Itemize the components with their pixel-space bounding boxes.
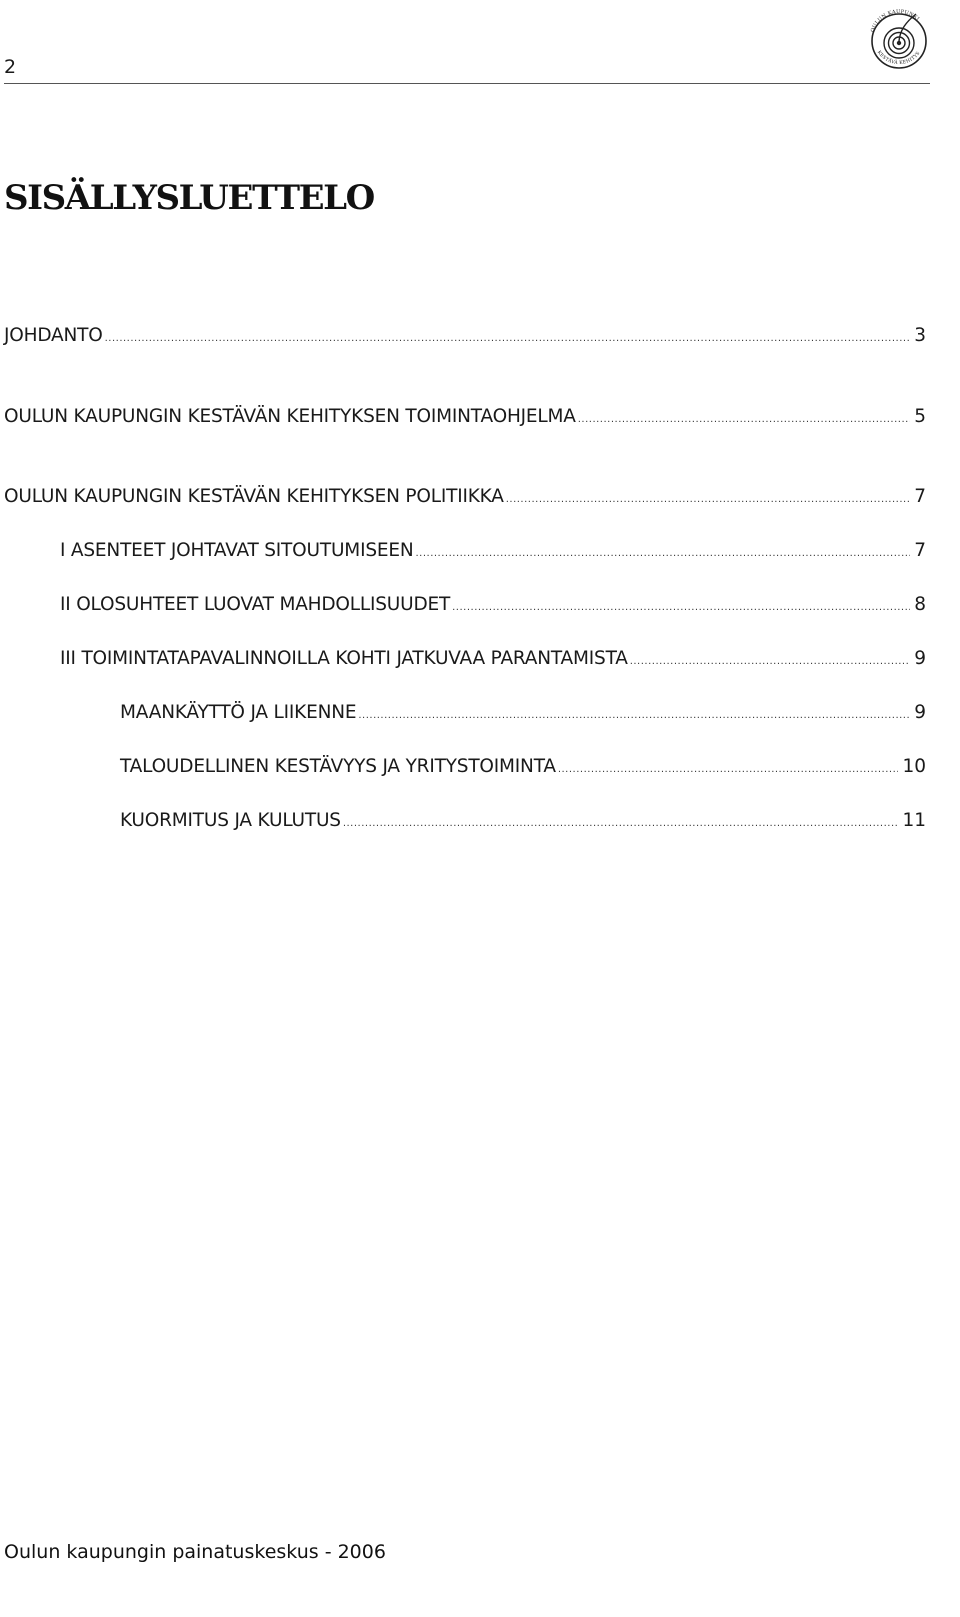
logo-text-bottom: KESTÄVÄ KEHITYS (875, 50, 922, 67)
toc-entry (120, 809, 926, 836)
toc-entry (4, 405, 926, 432)
toc-entry-label: TALOUDELLINEN KESTÄVYYS JA YRITYSTOIMINTA (120, 756, 556, 777)
svg-text:OULUN KAUPUNKI (870, 9, 920, 33)
toc-entry (60, 593, 926, 620)
toc-entry-label: OULUN KAUPUNGIN KESTÄVÄN KEHITYKSEN POLITIIKKA (4, 486, 504, 507)
toc-entry-page: 10 (902, 756, 926, 777)
toc-leader-dots (343, 812, 899, 836)
toc-entry-label: II OLOSUHTEET LUOVAT MAHDOLLISUUDET (60, 594, 451, 615)
toc-entry-label: OULUN KAUPUNGIN KESTÄVÄN KEHITYKSEN TOIMINTAOHJELMA (4, 406, 576, 427)
toc-entry-label: JOHDANTO (4, 325, 103, 346)
page-number: 2 (4, 56, 17, 78)
footer-text: Oulun kaupungin painatuskeskus - 2006 (4, 1541, 386, 1563)
header-divider (4, 83, 930, 84)
toc-entry (4, 485, 926, 512)
toc-entry-page: 9 (914, 648, 926, 669)
toc-entry (60, 539, 926, 566)
toc-leader-dots (558, 758, 899, 782)
toc-entry-label: MAANKÄYTTÖ JA LIIKENNE (120, 702, 357, 723)
toc-entry-page: 7 (914, 540, 926, 561)
page-title: SISÄLLYSLUETTELO (4, 178, 374, 218)
toc-entry-label: III TOIMINTATAPAVALINNOILLA KOHTI JATKUVAA PARANTAMISTA (60, 648, 628, 669)
toc-entry (60, 647, 926, 674)
logo-text-top: OULUN KAUPUNKI (869, 8, 921, 34)
toc-entry (4, 324, 926, 351)
toc-entry-label: KUORMITUS JA KULUTUS (120, 810, 341, 831)
toc-entry-page: 3 (914, 325, 926, 346)
toc-entry-page: 8 (914, 594, 926, 615)
oulu-sustainable-development-logo (866, 6, 932, 72)
toc-leader-dots (105, 327, 911, 351)
toc-entry (120, 701, 926, 728)
toc-entry-page: 11 (902, 810, 926, 831)
toc-leader-dots (578, 408, 910, 432)
toc-leader-dots (415, 542, 910, 566)
toc-leader-dots (358, 704, 910, 728)
toc-entry (120, 755, 926, 782)
toc-entry-page: 7 (914, 486, 926, 507)
toc-leader-dots (452, 596, 910, 620)
toc-leader-dots (506, 488, 911, 512)
toc-entry-page: 5 (914, 406, 926, 427)
toc-entry-page: 9 (914, 702, 926, 723)
toc-leader-dots (630, 650, 911, 674)
toc-entry-label: I ASENTEET JOHTAVAT SITOUTUMISEEN (60, 540, 414, 561)
